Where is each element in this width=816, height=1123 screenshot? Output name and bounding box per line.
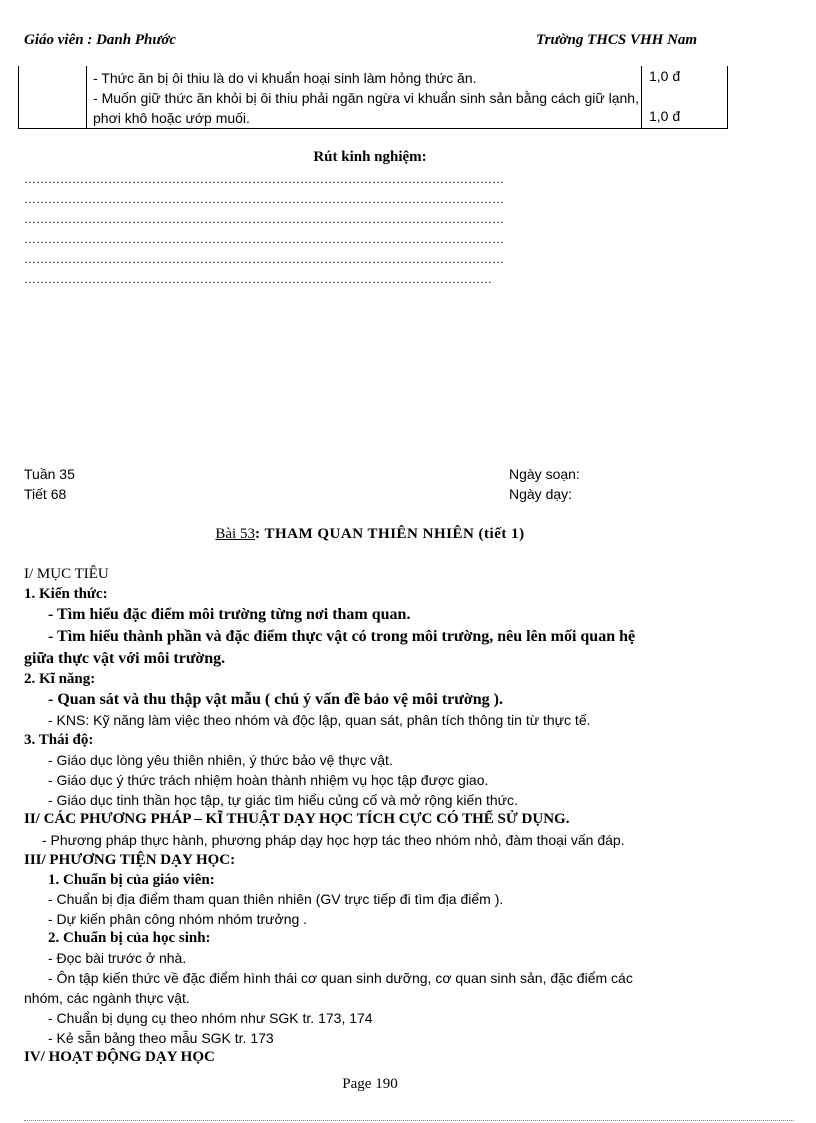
dotted-line: ………………………………………………………………………………………………………… bbox=[24, 232, 504, 246]
table-divider bbox=[641, 66, 642, 128]
section-heading: IV/ HOẠT ĐỘNG DẠY HỌC bbox=[24, 1049, 215, 1065]
content-line: giữa thực vật với môi trường. bbox=[24, 650, 226, 667]
experience-title: Rút kinh nghiệm: bbox=[313, 149, 427, 165]
subsection-heading: 1. Chuẩn bị của giáo viên: bbox=[48, 872, 215, 888]
dotted-line: ……………………………………………………………………………………………………… bbox=[24, 272, 492, 286]
content-line: - Tìm hiểu đặc điểm môi trường từng nơi tham quan. bbox=[48, 606, 411, 623]
week-label: Tuần 35 bbox=[24, 466, 75, 482]
lesson-number: Bài 53 bbox=[215, 526, 255, 542]
section-heading: I/ MỤC TIÊU bbox=[24, 566, 109, 582]
content-line: - Kẻ sẵn bảng theo mẫu SGK tr. 173 bbox=[48, 1030, 274, 1046]
page-number: Page 190 bbox=[342, 1076, 398, 1092]
content-line: - Quan sát và thu thập vật mẫu ( chú ý vấn đề bảo vệ môi trường ). bbox=[48, 691, 503, 708]
subsection-heading: 2. Chuẩn bị của học sinh: bbox=[48, 930, 211, 946]
dotted-line: ………………………………………………………………………………………………………… bbox=[24, 212, 504, 226]
content-line: - Giáo dục tinh thần học tập, tự giác tìm hiểu củng cố và mở rộng kiến thức. bbox=[48, 792, 518, 808]
content-line: - Giáo dục lòng yêu thiên nhiên, ý thức bảo vệ thực vật. bbox=[48, 752, 393, 768]
dotted-line: ………………………………………………………………………………………………………… bbox=[24, 192, 504, 206]
table-answer-line: - Muốn giữ thức ăn khỏi bị ôi thiu phải ngăn ngừa vi khuẩn sinh sản bằng cách giữ lạnh, phơi khô hoặc ướp muối. bbox=[93, 90, 639, 126]
teach-date-label: Ngày dạy: bbox=[509, 486, 573, 502]
answer-table bbox=[18, 66, 728, 129]
dotted-line: ………………………………………………………………………………………………………… bbox=[24, 172, 504, 186]
table-answer-line: - Thức ăn bị ôi thiu là do vi khuẩn hoại sinh làm hỏng thức ăn. bbox=[93, 70, 477, 86]
content-line: - Đọc bài trước ở nhà. bbox=[48, 950, 187, 966]
subsection-heading: 3. Thái độ: bbox=[24, 732, 94, 748]
content-line: - Chuẩn bị dụng cụ theo nhóm như SGK tr. 173, 174 bbox=[48, 1010, 373, 1026]
table-answer-cell bbox=[93, 68, 639, 128]
content-line: nhóm, các ngành thực vật. bbox=[24, 990, 190, 1006]
footer-divider bbox=[24, 1120, 794, 1121]
table-divider bbox=[86, 66, 87, 128]
header-school: Trường THCS VHH Nam bbox=[536, 32, 698, 48]
content-line: - Dự kiến phân công nhóm nhóm trưởng . bbox=[48, 911, 308, 927]
dotted-line: ………………………………………………………………………………………………………… bbox=[24, 252, 504, 266]
lesson-name: : THAM QUAN THIÊN NHIÊN (tiết 1) bbox=[254, 526, 525, 542]
header-teacher: Giáo viên : Danh Phước bbox=[24, 32, 177, 48]
prep-date-label: Ngày soạn: bbox=[509, 466, 580, 482]
table-score: 1,0 đ bbox=[649, 68, 681, 84]
subsection-heading: 1. Kiến thức: bbox=[24, 586, 108, 602]
section-heading: II/ CÁC PHƯƠNG PHÁP – KĨ THUẬT DẠY HỌC TÍCH CỰC CÓ THỂ SỬ DỤNG. bbox=[24, 811, 570, 827]
subsection-heading: 2. Kĩ năng: bbox=[24, 671, 96, 687]
content-line: - Tìm hiểu thành phần và đặc điểm thực vật có trong môi trường, nêu lên mối quan hệ bbox=[48, 628, 636, 645]
section-heading: III/ PHƯƠNG TIỆN DẠY HỌC: bbox=[24, 852, 236, 868]
period-label: Tiết 68 bbox=[24, 486, 67, 502]
content-line: - KNS: Kỹ năng làm việc theo nhóm và độc lập, quan sát, phân tích thông tin từ thực tế. bbox=[48, 712, 591, 728]
content-line: - Phương pháp thực hành, phương pháp dạy học hợp tác theo nhóm nhỏ, đàm thoại vấn đáp. bbox=[42, 832, 625, 848]
content-line: - Ôn tập kiến thức về đặc điểm hình thái cơ quan sinh dưỡng, cơ quan sinh sản, đặc điểm các bbox=[48, 970, 633, 986]
content-line: - Giáo dục ý thức trách nhiệm hoàn thành nhiệm vụ học tập được giao. bbox=[48, 772, 489, 788]
content-line: - Chuẩn bị địa điểm tham quan thiên nhiên (GV trực tiếp đi tìm địa điểm ). bbox=[48, 891, 504, 907]
table-score: 1,0 đ bbox=[649, 108, 681, 124]
lesson-title bbox=[0, 526, 740, 543]
